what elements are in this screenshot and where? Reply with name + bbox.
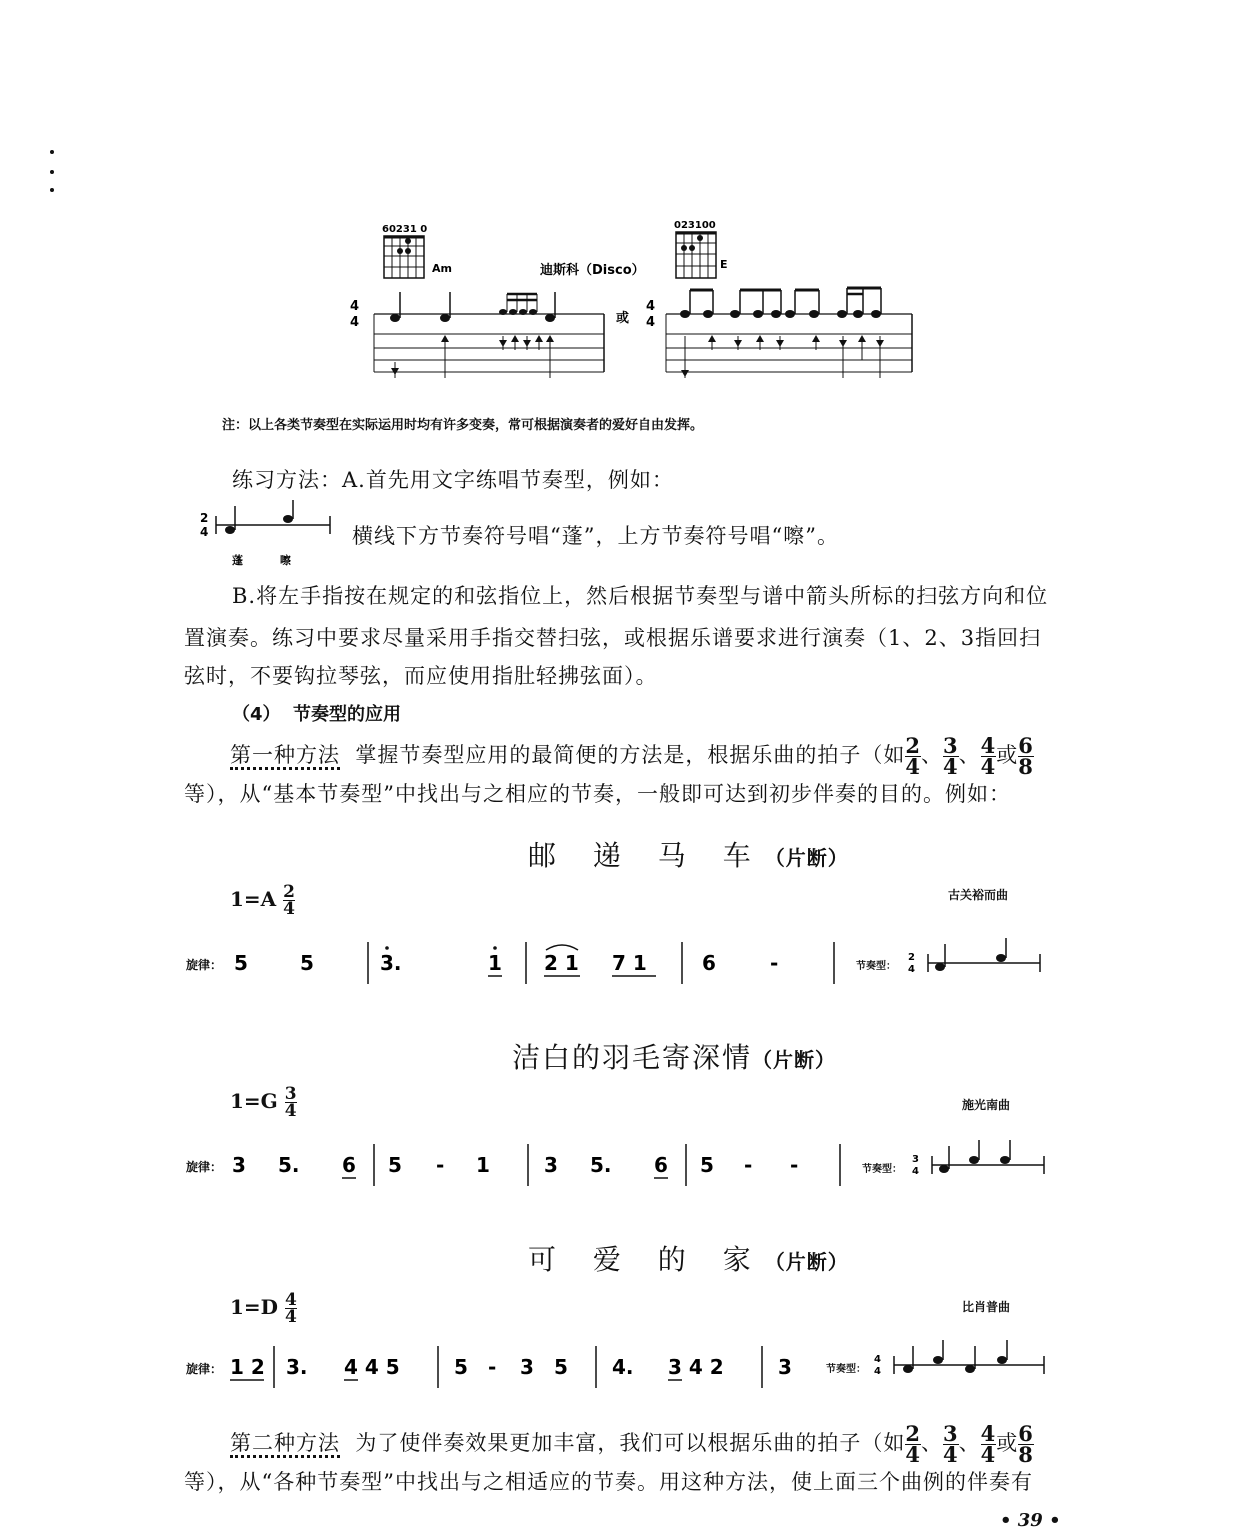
song3-rhythm [874, 1340, 1054, 1384]
syllable-cha: 嚓 [280, 554, 291, 567]
note: 3 [232, 1153, 246, 1177]
note: 2 1 [544, 951, 579, 975]
note: 1 [476, 1153, 490, 1177]
song2-melody-label: 旋律： [186, 1160, 223, 1174]
svg-text:4: 4 [874, 1366, 881, 1377]
song2-title: 洁白的羽毛寄深情（片断） [512, 1041, 837, 1074]
method2-line-2: 等），从“各种节奏型”中找出与之相适应的节奏。用这种方法，使上面三个曲例的伴奏有 [184, 1470, 1033, 1494]
chord-diagram-e [674, 220, 728, 278]
disco-or-label: 或 [616, 311, 630, 326]
song2-melody [230, 1140, 850, 1196]
chord-am-fingering: 60231 0 [382, 224, 428, 235]
song1-melody-svg [230, 938, 850, 994]
figure-note: 注：以上各类节奏型在实际运用时均有许多变奏，常可根据演奏者的爱好自由发挥。 [222, 418, 704, 433]
chord-e-name: E [720, 258, 728, 271]
note: 5 [300, 951, 314, 975]
dash: - [436, 1153, 445, 1177]
note: 5 [554, 1355, 568, 1379]
method1-text: 掌握节奏型应用的最简便的方法是，根据乐曲的拍子（如 [355, 742, 906, 767]
song1-key: 1=A $\frac{2}{4}$ [230, 882, 296, 920]
note: 3 4 2 [668, 1355, 724, 1379]
song3-title: 可 爱 的 家（片断） [528, 1243, 849, 1276]
dash: - [770, 951, 779, 975]
note: 5 [388, 1153, 402, 1177]
chord-e-fingering: 023100 [674, 220, 716, 231]
song1-rhythm-svg [908, 938, 1048, 982]
fraction-6-8: $\frac{6}{8}$ [1018, 1421, 1034, 1467]
fraction-6-8: $\frac{6}{8}$ [1018, 733, 1034, 779]
example-sig-bottom: 4 [200, 525, 209, 539]
example-text: 横线下方节奏符号唱“蓬”，上方节奏符号唱“嚓”。 [352, 524, 839, 548]
example-rhythm-svg [196, 500, 346, 570]
disco-sig-top-left: 4 [350, 299, 360, 314]
dash: - [790, 1153, 799, 1177]
song1-melody [230, 938, 850, 994]
method2-text: 为了使伴奏效果更加丰富，我们可以根据乐曲的拍子（如 [355, 1430, 906, 1455]
fraction-2-4: $\frac{2}{4}$ [905, 1421, 921, 1467]
fraction-3-4: $\frac{3}{4}$ [942, 1421, 959, 1467]
song1-melody-label: 旋律： [186, 958, 223, 972]
song2-composer: 施光南曲 [962, 1098, 1011, 1112]
example-sig-top: 2 [200, 511, 209, 525]
example-rhythm [196, 500, 346, 570]
svg-text:4: 4 [912, 1166, 919, 1177]
fraction-4-4: $\frac{4}{4}$ [980, 1421, 997, 1467]
note: 3 [778, 1355, 792, 1379]
dash: - [488, 1355, 497, 1379]
svg-text:2: 2 [908, 952, 915, 963]
note: 3 [544, 1153, 558, 1177]
song1-title: 邮 递 马 车（片断） [528, 839, 849, 872]
song3-rhythm-label: 节奏型： [826, 1364, 866, 1375]
note: 6 [702, 951, 716, 975]
song2-key: 1=G $\frac{3}{4}$ [230, 1084, 297, 1122]
syllable-peng: 蓬 [232, 554, 243, 567]
song3-melody [228, 1342, 828, 1398]
note: 5 [700, 1153, 714, 1177]
note: 5 [454, 1355, 468, 1379]
margin-dot [50, 170, 54, 174]
note: 6 [654, 1153, 668, 1177]
note: 4 4 5 [344, 1355, 400, 1379]
disco-sig-bottom-right: 4 [646, 315, 656, 330]
method2-line: 第二种方法 为了使伴奏效果更加丰富，我们可以根据乐曲的拍子（如 $\frac{2}{4}$ 、 $\frac{3}{4}$ 、 $\frac{4}{4}$ 或 $\frac{6}{8}$ [230, 1421, 1034, 1467]
disco-staff-left [374, 292, 604, 378]
page-number: • 39 • [1000, 1510, 1061, 1531]
chord-diagram-am [382, 224, 452, 278]
note: 5. [590, 1153, 612, 1177]
method1-label: 第一种方法 [230, 743, 340, 770]
disco-figure [340, 210, 930, 390]
note: 1 2 [230, 1355, 265, 1379]
practice-b-line-1: B.将左手指按在规定的和弦指位上，然后根据节奏型与谱中箭头所标的扫弦方向和位 [232, 584, 1049, 608]
fraction-3-4: $\frac{3}{4}$ [942, 733, 959, 779]
song3-rhythm-svg [874, 1340, 1054, 1384]
song2-rhythm-label: 节奏型： [862, 1164, 902, 1175]
note: 3. [286, 1355, 308, 1379]
method1-line: 第一种方法 掌握节奏型应用的最简便的方法是，根据乐曲的拍子（如 $\frac{2}{4}$ 、 $\frac{3}{4}$ 、 $\frac{4}{4}$ 或 $\frac{6}{8}$ [230, 733, 1034, 779]
svg-text:3: 3 [912, 1154, 919, 1165]
note: 1 [488, 951, 502, 975]
note: 5 [234, 951, 248, 975]
song2-rhythm [912, 1140, 1052, 1184]
svg-text:4: 4 [908, 964, 915, 975]
song1-rhythm-label: 节奏型： [856, 961, 896, 972]
fraction-4-4: $\frac{4}{4}$ [980, 733, 997, 779]
song3-melody-label: 旋律： [186, 1362, 223, 1376]
chord-am-name: Am [432, 262, 452, 275]
disco-sig-top-right: 4 [646, 299, 656, 314]
disco-figure-svg [340, 210, 930, 390]
disco-staff-right [666, 288, 912, 378]
song1-composer: 古关裕而曲 [948, 888, 1009, 902]
note: 3 [520, 1355, 534, 1379]
margin-dot [50, 188, 54, 192]
svg-text:4: 4 [874, 1354, 881, 1365]
practice-b-line-2: 置演奏。练习中要求尽量采用手指交替扫弦，或根据乐谱要求进行演奏（1、2、3指回扫 [184, 626, 1042, 650]
note: 4. [612, 1355, 634, 1379]
note: 7 1 [612, 951, 647, 975]
disco-title: 迪斯科（Disco） [540, 263, 645, 278]
song3-composer: 比肖普曲 [962, 1300, 1011, 1314]
song3-key: 1=D $\frac{4}{4}$ [230, 1290, 297, 1328]
fraction-2-4: $\frac{2}{4}$ [905, 733, 921, 779]
note: 6 [342, 1153, 356, 1177]
method2-label: 第二种方法 [230, 1431, 340, 1458]
practice-line-a: 练习方法：A.首先用文字练唱节奏型，例如： [232, 468, 674, 492]
note: 5. [278, 1153, 300, 1177]
song2-rhythm-svg [912, 1140, 1052, 1184]
song2-melody-svg [230, 1140, 850, 1196]
section-heading: （4） 节奏型的应用 [232, 704, 402, 725]
practice-b-line-3: 弦时，不要钩拉琴弦，而应使用指肚轻拂弦面）。 [184, 664, 658, 688]
song3-melody-svg [228, 1342, 828, 1398]
margin-dot [50, 150, 54, 154]
disco-sig-bottom-left: 4 [350, 315, 360, 330]
method1-line-2: 等），从“基本节奏型”中找出与之相应的节奏，一般即可达到初步伴奏的目的。例如： [184, 782, 1011, 806]
song1-rhythm [908, 938, 1048, 982]
dash: - [744, 1153, 753, 1177]
note: 3. [380, 951, 402, 975]
